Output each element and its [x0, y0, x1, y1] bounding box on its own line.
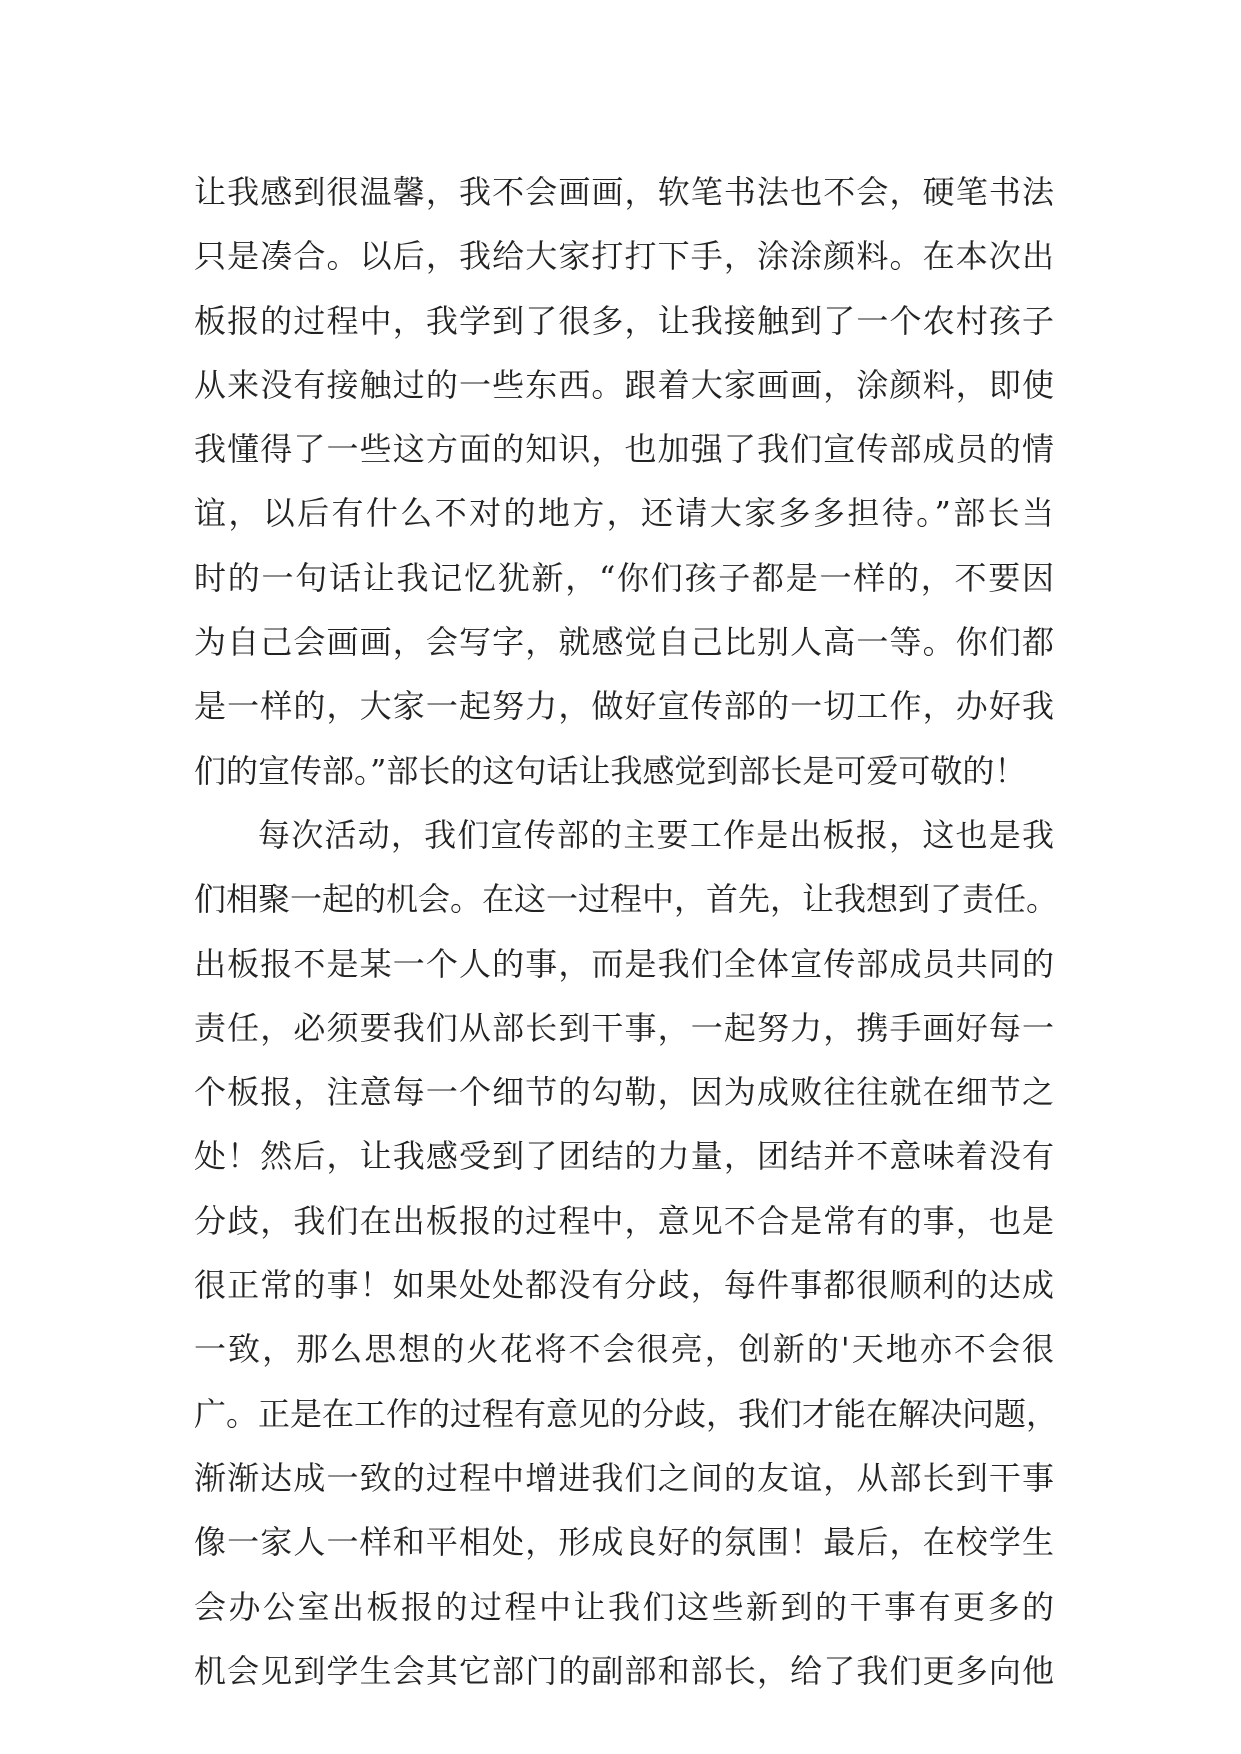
text-line: 责任，必须要我们从部长到干事，一起努力，携手画好每一 [194, 1008, 1054, 1047]
text-line: 很正常的事！如果处处都没有分歧，每件事都很顺利的达成 [194, 1266, 1054, 1305]
text-line: 个板报，注意每一个细节的勾勒，因为成败往往就在细节之 [194, 1073, 1054, 1112]
text-line: 时的一句话让我记忆犹新，“你们孩子都是一样的，不要因 [194, 558, 1054, 597]
text-line: 广。正是在工作的过程有意见的分歧，我们才能在解决问题， [194, 1394, 1059, 1433]
text-line: 一致，那么思想的火花将不会很亮，创新的'天地亦不会很 [194, 1330, 1054, 1369]
text-line: 从来没有接触过的一些东西。跟着大家画画，涂颜料，即使 [194, 365, 1054, 404]
text-line: 分歧，我们在出板报的过程中，意见不合是常有的事，也是 [194, 1201, 1054, 1240]
text-line: 谊，以后有什么不对的地方，还请大家多多担待。”部长当 [194, 494, 1054, 533]
text-line: 我懂得了一些这方面的知识，也加强了我们宣传部成员的情 [194, 430, 1054, 469]
text-line: 板报的过程中，我学到了很多，让我接触到了一个农村孩子 [194, 301, 1054, 340]
body-text [194, 160, 1059, 1703]
text-line: 机会见到学生会其它部门的副部和部长，给了我们更多向他 [194, 1651, 1054, 1690]
paragraph-end-line: 们的宣传部。”部长的这句话让我感觉到部长是可爱可敬的！ [194, 751, 1027, 790]
text-line: 处！然后，让我感受到了团结的力量，团结并不意味着没有 [194, 1137, 1054, 1176]
text-line: 会办公室出板报的过程中让我们这些新到的干事有更多的 [194, 1587, 1054, 1626]
text-line: 让我感到很温馨，我不会画画，软笔书法也不会，硬笔书法 [194, 173, 1054, 211]
text-line: 为自己会画画，会写字，就感觉自己比别人高一等。你们都 [194, 623, 1054, 662]
text-line: 只是凑合。以后，我给大家打打下手，涂涂颜料。在本次出 [194, 237, 1054, 276]
text-line: 像一家人一样和平相处，形成良好的氛围！最后，在校学生 [194, 1523, 1054, 1562]
text-line: 是一样的，大家一起努力，做好宣传部的一切工作，办好我 [194, 687, 1054, 726]
text-line: 出板报不是某一个人的事，而是我们全体宣传部成员共同的 [194, 944, 1054, 983]
paragraph-first-line: 每次活动，我们宣传部的主要工作是出板报，这也是我 [258, 815, 1054, 854]
text-line: 们相聚一起的机会。在这一过程中，首先，让我想到了责任。 [194, 880, 1059, 919]
text-line: 渐渐达成一致的过程中增进我们之间的友谊，从部长到干事 [194, 1458, 1054, 1497]
